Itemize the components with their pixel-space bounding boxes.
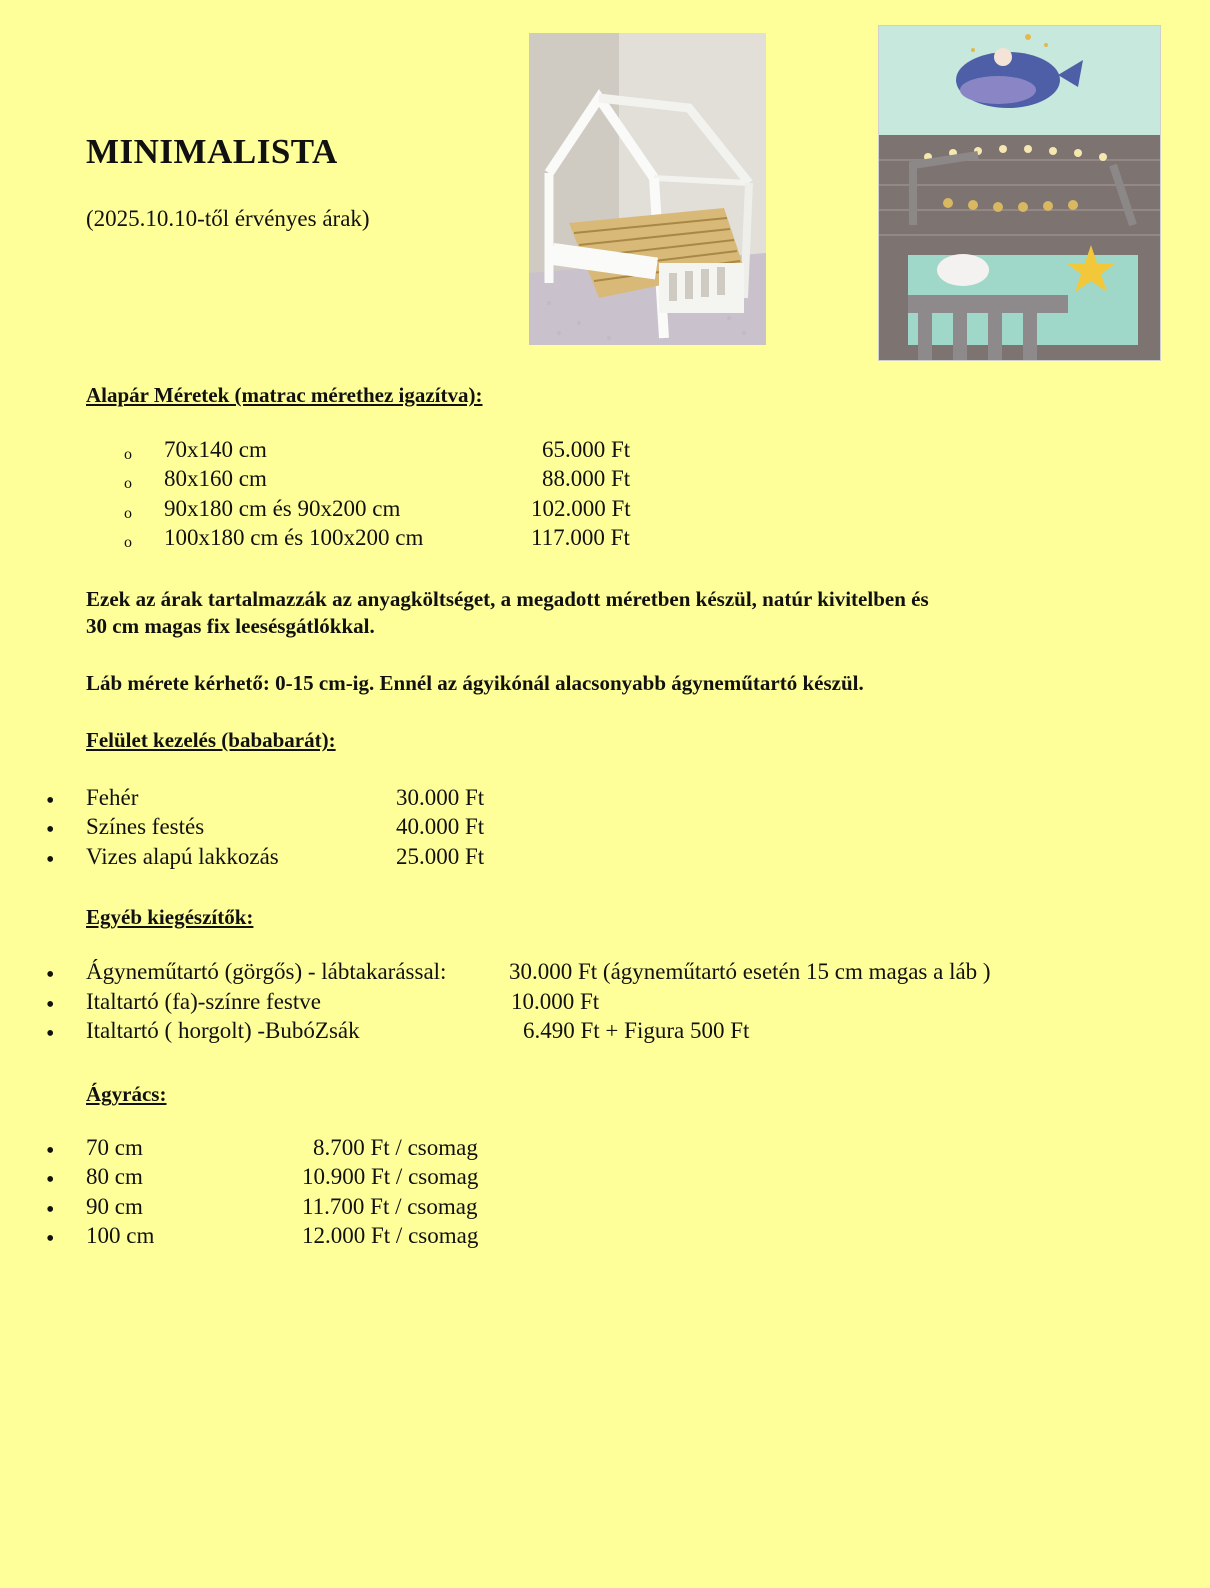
extra-price: 10.000 Ft (511, 989, 600, 1014)
bullet: • (46, 1167, 55, 1193)
slats-heading: Ágyrács: (86, 1082, 167, 1106)
bullet: • (46, 962, 55, 988)
size-price: 65.000 Ft (542, 437, 631, 462)
list-marker: o (124, 534, 132, 551)
size-label: 90x180 cm és 90x200 cm (164, 496, 401, 521)
extra-price: 6.490 Ft + Figura 500 Ft (523, 1018, 750, 1043)
surface-label: Színes festés (86, 814, 205, 839)
size-price: 88.000 Ft (542, 466, 631, 491)
slat-price: 11.700 Ft / csomag (302, 1194, 478, 1219)
surface-label: Fehér (86, 785, 139, 810)
size-label: 70x140 cm (164, 437, 267, 462)
base-sizes-heading: Alapár Méretek (matrac mérethez igazítva): (86, 383, 483, 407)
list-marker: o (124, 475, 132, 492)
bullet: • (46, 1138, 55, 1164)
bullet: • (46, 847, 55, 873)
slat-price: 8.700 Ft / csomag (313, 1135, 478, 1160)
size-label: 80x160 cm (164, 466, 267, 491)
slat-size-label: 70 cm (86, 1135, 143, 1160)
grey-house-bed-nursery-photo (878, 25, 1161, 361)
bullet: • (46, 788, 55, 814)
surface-price: 40.000 Ft (396, 814, 485, 839)
bullet: • (46, 1021, 55, 1047)
white-house-bed-photo (529, 33, 766, 345)
bullet: • (46, 1197, 55, 1223)
bullet: • (46, 1226, 55, 1252)
extra-label: Ágyneműtartó (görgős) - lábtakarással: (86, 959, 447, 984)
note-line: Ezek az árak tartalmazzák az anyagköltséget, a megadott méretben készül, natúr kivitelben és (86, 587, 929, 611)
size-label: 100x180 cm és 100x200 cm (164, 525, 424, 550)
size-price: 102.000 Ft (531, 496, 631, 521)
price-includes-note (86, 586, 929, 640)
price-validity-date: (2025.10.10-től érvényes árak) (86, 206, 370, 231)
surface-label: Vizes alapú lakkozás (86, 844, 279, 869)
extra-price: 30.000 Ft (ágyneműtartó esetén 15 cm magas a láb ) (509, 959, 991, 984)
list-marker: o (124, 446, 132, 463)
leg-size-note: Láb mérete kérhető: 0-15 cm-ig. Ennél az ágyikónál alacsonyabb ágyneműtartó készül. (86, 671, 864, 695)
surface-price: 25.000 Ft (396, 844, 485, 869)
list-marker: o (124, 505, 132, 522)
slat-size-label: 90 cm (86, 1194, 143, 1219)
note-line: 30 cm magas fix leesésgátlókkal. (86, 614, 375, 638)
bullet: • (46, 817, 55, 843)
slat-size-label: 80 cm (86, 1164, 143, 1189)
slat-size-label: 100 cm (86, 1223, 155, 1248)
slat-price: 10.900 Ft / csomag (302, 1164, 479, 1189)
surface-treatment-heading: Felület kezelés (bababarát): (86, 728, 336, 752)
surface-price: 30.000 Ft (396, 785, 485, 810)
extras-heading: Egyéb kiegészítők: (86, 905, 254, 929)
size-price: 117.000 Ft (531, 525, 630, 550)
slat-price: 12.000 Ft / csomag (302, 1223, 479, 1248)
bullet: • (46, 992, 55, 1018)
page-title: MINIMALISTA (86, 132, 338, 171)
extra-label: Italtartó ( horgolt) -BubóZsák (86, 1018, 360, 1043)
extra-label: Italtartó (fa)-színre festve (86, 989, 321, 1014)
